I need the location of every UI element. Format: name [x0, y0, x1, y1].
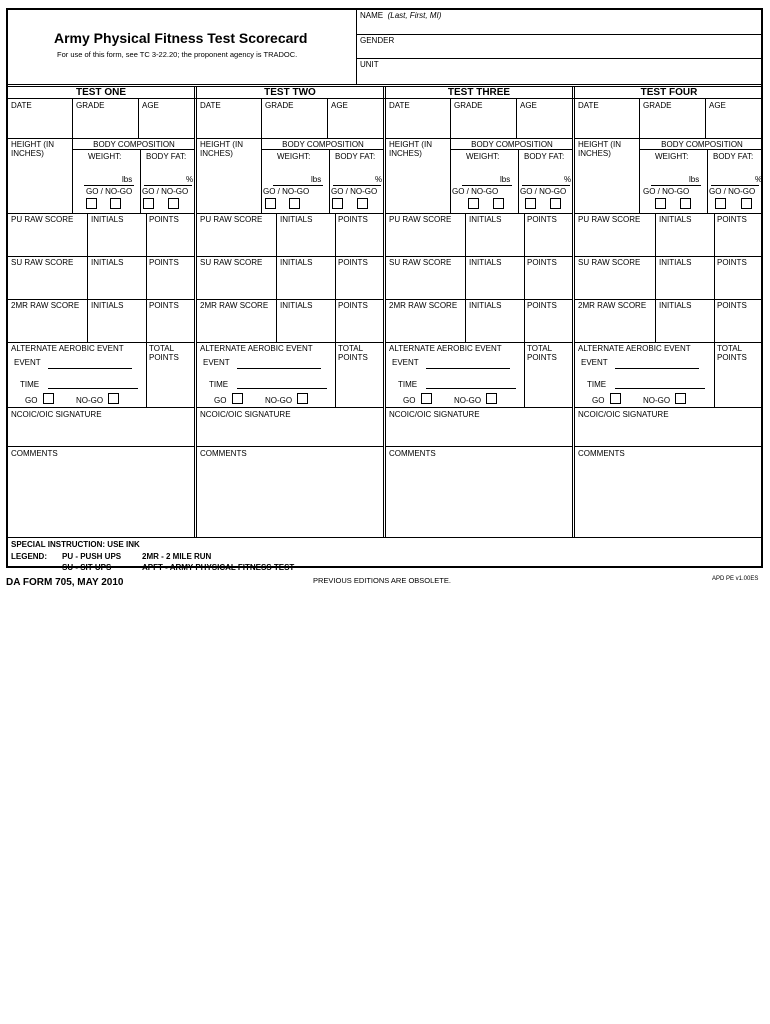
alt-go-label: GO	[25, 396, 38, 405]
event-label: EVENT	[14, 358, 41, 367]
height-label: HEIGHT (IN INCHES)	[578, 140, 621, 158]
height-label: HEIGHT (IN INCHES)	[389, 140, 432, 158]
unit-label: UNIT	[360, 60, 379, 69]
body-fat-label: BODY FAT:	[524, 152, 565, 161]
pu-raw-label: PU RAW SCORE	[578, 215, 641, 224]
unit-input[interactable]	[360, 69, 758, 81]
su-raw-label: SU RAW SCORE	[200, 258, 263, 267]
event-label: EVENT	[392, 358, 419, 367]
su-points-label: POINTS	[527, 258, 557, 267]
fat-go-checkbox[interactable]	[332, 198, 343, 209]
time-label: TIME	[209, 380, 229, 389]
fat-nogo-checkbox[interactable]	[550, 198, 561, 209]
alt-go-label: GO	[592, 396, 605, 405]
body-composition-label: BODY COMPOSITION	[471, 140, 553, 149]
weight-nogo-checkbox[interactable]	[110, 198, 121, 209]
fat-go-checkbox[interactable]	[143, 198, 154, 209]
lbs-unit: lbs	[689, 175, 700, 184]
fat-go-nogo: GO / NO-GO	[331, 187, 378, 196]
pu-raw-label: PU RAW SCORE	[200, 215, 263, 224]
age-label: AGE	[331, 101, 348, 110]
legend-pu: PU - PUSH UPS	[62, 552, 122, 561]
alt-nogo-checkbox[interactable]	[675, 393, 686, 404]
legend-label: LEGEND:	[11, 552, 47, 561]
weight-go-checkbox[interactable]	[655, 198, 666, 209]
fat-nogo-checkbox[interactable]	[357, 198, 368, 209]
signature-label: NCOIC/OIC SIGNATURE	[200, 410, 291, 419]
pu-points-label: POINTS	[338, 215, 368, 224]
run-raw-label: 2MR RAW SCORE	[11, 301, 80, 310]
run-initials-label: INITIALS	[91, 301, 124, 310]
alt-go-checkbox[interactable]	[421, 393, 432, 404]
signature-label: NCOIC/OIC SIGNATURE	[389, 410, 480, 419]
name-input[interactable]	[360, 20, 758, 34]
run-raw-label: 2MR RAW SCORE	[200, 301, 269, 310]
total-points-label: TOTAL POINTS	[717, 344, 747, 362]
weight-nogo-checkbox[interactable]	[493, 198, 504, 209]
su-raw-label: SU RAW SCORE	[578, 258, 641, 267]
signature-label: NCOIC/OIC SIGNATURE	[578, 410, 669, 419]
lbs-unit: lbs	[122, 175, 133, 184]
date-label: DATE	[389, 101, 410, 110]
alt-nogo-label: NO-GO	[643, 396, 671, 405]
grade-label: GRADE	[76, 101, 105, 110]
comments-label: COMMENTS	[389, 449, 436, 458]
event-label: EVENT	[581, 358, 608, 367]
run-initials-label: INITIALS	[280, 301, 313, 310]
body-fat-label: BODY FAT:	[713, 152, 754, 161]
fat-go-nogo: GO / NO-GO	[142, 187, 189, 196]
total-points-label: TOTAL POINTS	[527, 344, 557, 362]
form-id: DA FORM 705, MAY 2010	[6, 577, 124, 588]
weight-go-nogo: GO / NO-GO	[86, 187, 133, 196]
scorecard-form	[6, 8, 763, 572]
su-initials-label: INITIALS	[469, 258, 502, 267]
legend-2mr: 2MR - 2 MILE RUN	[142, 552, 212, 561]
weight-go-checkbox[interactable]	[265, 198, 276, 209]
age-label: AGE	[709, 101, 726, 110]
run-raw-label: 2MR RAW SCORE	[389, 301, 458, 310]
weight-go-checkbox[interactable]	[86, 198, 97, 209]
event-label: EVENT	[203, 358, 230, 367]
lbs-unit: lbs	[311, 175, 322, 184]
run-points-label: POINTS	[527, 301, 557, 310]
alt-nogo-checkbox[interactable]	[108, 393, 119, 404]
date-label: DATE	[200, 101, 221, 110]
su-points-label: POINTS	[338, 258, 368, 267]
test-one-title: TEST ONE	[75, 87, 126, 98]
gender-label: GENDER	[360, 36, 395, 45]
fat-go-nogo: GO / NO-GO	[709, 187, 756, 196]
comments-label: COMMENTS	[578, 449, 625, 458]
time-label: TIME	[398, 380, 418, 389]
run-points-label: POINTS	[149, 301, 179, 310]
pu-raw-label: PU RAW SCORE	[11, 215, 74, 224]
su-raw-label: SU RAW SCORE	[11, 258, 74, 267]
fat-nogo-checkbox[interactable]	[168, 198, 179, 209]
pu-initials-label: INITIALS	[280, 215, 313, 224]
date-label: DATE	[578, 101, 599, 110]
age-label: AGE	[520, 101, 537, 110]
run-initials-label: INITIALS	[659, 301, 692, 310]
alt-go-label: GO	[403, 396, 416, 405]
signature-label: NCOIC/OIC SIGNATURE	[11, 410, 102, 419]
test-four-title: TEST FOUR	[640, 87, 698, 98]
test-two-title: TEST TWO	[264, 87, 316, 98]
body-fat-label: BODY FAT:	[146, 152, 187, 161]
weight-nogo-checkbox[interactable]	[680, 198, 691, 209]
legend-su: SU - SIT UPS	[62, 563, 112, 572]
total-points-label: TOTAL POINTS	[338, 344, 368, 362]
alt-go-checkbox[interactable]	[232, 393, 243, 404]
body-composition-label: BODY COMPOSITION	[282, 140, 364, 149]
alt-event-label: ALTERNATE AEROBIC EVENT	[200, 344, 313, 353]
lbs-unit: lbs	[500, 175, 511, 184]
body-composition-label: BODY COMPOSITION	[93, 140, 175, 149]
time-label: TIME	[587, 380, 607, 389]
height-label: HEIGHT (IN INCHES)	[200, 140, 243, 158]
pu-raw-label: PU RAW SCORE	[389, 215, 452, 224]
grade-label: GRADE	[265, 101, 294, 110]
pu-points-label: POINTS	[527, 215, 557, 224]
percent-unit: %	[186, 175, 194, 184]
test-three-title: TEST THREE	[447, 87, 511, 98]
date-label: DATE	[11, 101, 32, 110]
body-composition-label: BODY COMPOSITION	[661, 140, 743, 149]
fat-go-checkbox[interactable]	[525, 198, 536, 209]
su-raw-label: SU RAW SCORE	[389, 258, 452, 267]
weight-label: WEIGHT:	[88, 152, 122, 161]
weight-go-checkbox[interactable]	[468, 198, 479, 209]
pu-initials-label: INITIALS	[469, 215, 502, 224]
comments-label: COMMENTS	[11, 449, 58, 458]
height-label: HEIGHT (IN INCHES)	[11, 140, 54, 158]
form-subtitle: For use of this form, see TC 3-22.20; the proponent agency is TRADOC.	[57, 50, 298, 59]
grade-label: GRADE	[454, 101, 483, 110]
weight-go-nogo: GO / NO-GO	[643, 187, 690, 196]
alt-go-checkbox[interactable]	[610, 393, 621, 404]
alt-nogo-checkbox[interactable]	[297, 393, 308, 404]
su-initials-label: INITIALS	[280, 258, 313, 267]
weight-go-nogo: GO / NO-GO	[263, 187, 310, 196]
alt-nogo-label: NO-GO	[76, 396, 104, 405]
alt-go-label: GO	[214, 396, 227, 405]
grade-label: GRADE	[643, 101, 672, 110]
alt-event-label: ALTERNATE AEROBIC EVENT	[389, 344, 502, 353]
pu-initials-label: INITIALS	[659, 215, 692, 224]
alt-nogo-checkbox[interactable]	[486, 393, 497, 404]
weight-label: WEIGHT:	[655, 152, 689, 161]
gender-input[interactable]	[360, 45, 758, 57]
age-label: AGE	[142, 101, 159, 110]
name-label: NAME (Last, First, MI)	[360, 11, 442, 20]
alt-nogo-label: NO-GO	[454, 396, 482, 405]
percent-unit: %	[375, 175, 383, 184]
weight-nogo-checkbox[interactable]	[289, 198, 300, 209]
percent-unit: %	[755, 175, 763, 184]
alt-event-label: ALTERNATE AEROBIC EVENT	[578, 344, 691, 353]
fat-go-checkbox[interactable]	[715, 198, 726, 209]
su-initials-label: INITIALS	[91, 258, 124, 267]
pu-initials-label: INITIALS	[91, 215, 124, 224]
run-points-label: POINTS	[717, 301, 747, 310]
alt-nogo-label: NO-GO	[265, 396, 293, 405]
pu-points-label: POINTS	[717, 215, 747, 224]
form-title: Army Physical Fitness Test Scorecard	[54, 30, 308, 46]
body-fat-label: BODY FAT:	[335, 152, 376, 161]
su-initials-label: INITIALS	[659, 258, 692, 267]
weight-go-nogo: GO / NO-GO	[452, 187, 499, 196]
weight-label: WEIGHT:	[466, 152, 500, 161]
special-instruction: SPECIAL INSTRUCTION: USE INK	[11, 540, 140, 549]
pu-points-label: POINTS	[149, 215, 179, 224]
fat-nogo-checkbox[interactable]	[741, 198, 752, 209]
total-points-label: TOTAL POINTS	[149, 344, 179, 362]
alt-go-checkbox[interactable]	[43, 393, 54, 404]
run-points-label: POINTS	[338, 301, 368, 310]
legend-apft: APFT - ARMY PHYSICAL FITNESS TEST	[142, 563, 295, 572]
run-raw-label: 2MR RAW SCORE	[578, 301, 647, 310]
alt-event-label: ALTERNATE AEROBIC EVENT	[11, 344, 124, 353]
comments-label: COMMENTS	[200, 449, 247, 458]
version-code: APD PE v1.00ES	[712, 576, 759, 582]
run-initials-label: INITIALS	[469, 301, 502, 310]
su-points-label: POINTS	[149, 258, 179, 267]
obsolete-notice: PREVIOUS EDITIONS ARE OBSOLETE.	[313, 576, 451, 585]
time-label: TIME	[20, 380, 40, 389]
weight-label: WEIGHT:	[277, 152, 311, 161]
percent-unit: %	[564, 175, 572, 184]
fat-go-nogo: GO / NO-GO	[520, 187, 567, 196]
su-points-label: POINTS	[717, 258, 747, 267]
